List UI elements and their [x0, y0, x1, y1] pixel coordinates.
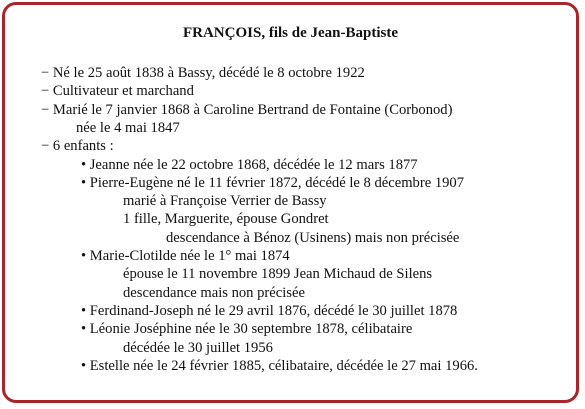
genealogy-card	[2, 2, 579, 403]
entry-line: née le 4 mai 1847	[76, 119, 180, 136]
entry-line: décédée le 30 juillet 1956	[123, 339, 273, 356]
entry-line: − Cultivateur et marchand	[41, 83, 194, 100]
entry-line: • Léonie Joséphine née le 30 septembre 1878, célibataire	[81, 321, 413, 338]
entry-line: • Pierre-Eugène né le 11 février 1872, décédé le 8 décembre 1907	[81, 174, 465, 191]
entry-line: − Marié le 7 janvier 1868 à Caroline Bertrand de Fontaine (Corbonod)	[41, 101, 453, 118]
entry-line: − 6 enfants :	[41, 138, 114, 155]
entry-line: − Né le 25 août 1838 à Bassy, décédé le 8 octobre 1922	[41, 65, 365, 81]
entry-line: • Estelle née le 24 février 1885, célibataire, décédée le 27 mai 1966.	[81, 357, 478, 374]
entry-line: descendance à Bénoz (Usinens) mais non précisée	[166, 229, 460, 246]
card-title: FRANÇOIS, fils de Jean-Baptiste	[182, 25, 398, 41]
entry-line: 1 fille, Marguerite, épouse Gondret	[123, 211, 329, 228]
entry-line: épouse le 11 novembre 1899 Jean Michaud de Silens	[123, 266, 433, 283]
entry-line: • Marie-Clotilde née le 1° mai 1874	[81, 248, 290, 264]
entry-line: • Ferdinand-Joseph né le 29 avril 1876, décédé le 30 juillet 1878	[81, 302, 458, 319]
entry-line: descendance mais non précisée	[123, 284, 305, 301]
entry-line: marié à Françoise Verrier de Bassy	[123, 193, 327, 210]
entry-line: • Jeanne née le 22 octobre 1868, décédée le 12 mars 1877	[81, 156, 418, 173]
